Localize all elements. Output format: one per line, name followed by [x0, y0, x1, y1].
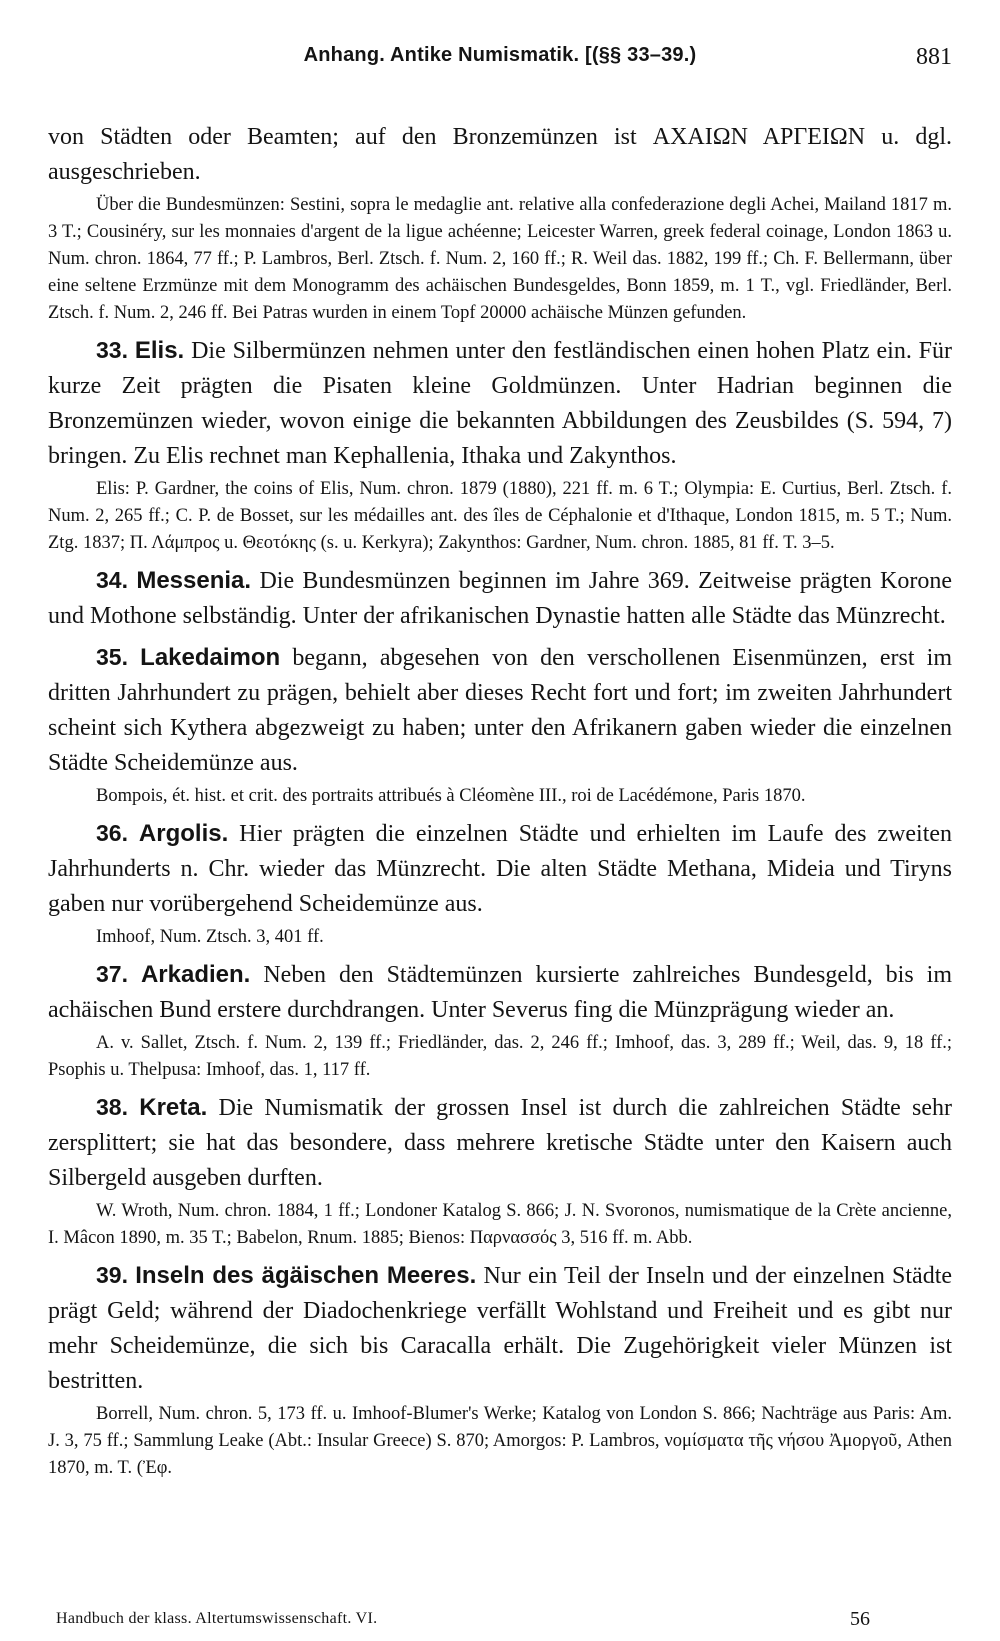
section-title: Lakedaimon: [140, 644, 281, 671]
section-number: 38.: [96, 1094, 128, 1120]
section-number: 33.: [96, 337, 128, 363]
page-number: 881: [916, 44, 952, 70]
section-text: Die Bundesmünzen beginnen im Jahre 369. Zeitweise prägten Korone und Mothone selbständig. Unter der afrikanischen Dynastie hatten alle Städte das Münzrecht.: [48, 568, 953, 629]
section-34: [48, 563, 952, 634]
section-title: Arkadien.: [140, 961, 251, 988]
section-38: [48, 1090, 952, 1196]
section-number: 37.: [96, 961, 128, 987]
section-title: Messenia.: [136, 567, 252, 594]
reference-note: W. Wroth, Num. chron. 1884, 1 ff.; Londoner Katalog S. 866; J. N. Svoronos, numismatique de la Crète ancienne, I. Mâcon 1890, m. 35 T.; Babelon, Rnum. 1885; Bienos: Παρνασσός 3, 516 ff. m. Abb.: [48, 1201, 952, 1248]
running-title: Anhang. Antike Numismatik. [(§§ 33–39.): [303, 44, 697, 66]
section-number: 34.: [96, 567, 128, 593]
section-text: Die Silbermünzen nehmen unter den festländischen einen hohen Platz ein. Für kurze Zeit prägten die Pisaten kleine Goldmünzen. Unter Hadrian beginnen die Bronzemünzen wieder, wovon einige die bekannten Abbildungen des Zeusbildes (S. 594, 7) bringen. Zu Elis rechnet man Kephallenia, Ithaka und Zakynthos.: [48, 338, 953, 469]
section-text: Nur ein Teil der Inseln und der einzelnen Städte prägt Geld; während der Diadochenkriege verfällt Wohlstand und Freiheit und es gibt nur mehr Scheidemünze, die sich bis Caracalla erhält. Die Zugehörigkeit vieler Münzen ist bestritten.: [48, 1263, 953, 1394]
reference-note: Imhoof, Num. Ztsch. 3, 401 ff.: [96, 927, 324, 947]
section-title: Argolis.: [138, 820, 229, 847]
section-text: Neben den Städtemünzen kursierte zahlreiches Bundesgeld, bis im achäischen Bund erstere durchdrangen. Unter Severus fing die Münzprägung wieder an.: [48, 962, 953, 1023]
section-title: Elis.: [134, 337, 185, 364]
section-33: [48, 333, 952, 474]
reference-note: Bompois, ét. hist. et crit. des portraits attribués à Cléomène III., roi de Lacédémone, Paris 1870.: [96, 786, 806, 806]
section-title: Inseln des ägäischen Meeres.: [135, 1262, 477, 1289]
reference-note: Über die Bundesmünzen: Sestini, sopra le medaglie ant. relative alla confederazione degli Achei, Mailand 1817 m. 3 T.; Cousinéry, sur les monnaies d'argent de la ligue achéenne; Leicester Warren, greek federal coinage, London 1863 u. Num. chron. 1864, 77 ff.; P. Lambros, Berl. Ztsch. f. Num. 2, 160 ff.; R. Weil das. 1882, 199 ff.; Ch. F. Bellermann, über eine seltene Erzmünze mit dem Monogramm des achäischen Bundesgeldes, Bonn 1859, m. 1 T., vgl. Friedländer, Berl. Ztsch. f. Num. 2, 246 ff. Bei Patras wurden in einem Topf 20000 achäische Münzen gefunden.: [48, 195, 952, 323]
reference-note: Borrell, Num. chron. 5, 173 ff. u. Imhoof-Blumer's Werke; Katalog von London S. 866; Nachträge aus Paris: Am. J. 3, 75 ff.; Sammlung Leake (Abt.: Insular Greece) S. 870; Amorgos: P. Lambros, νομίσματα τῆς νήσου Ἀμοργοῦ, Athen 1870, m. T. (Ἐφ.: [48, 1404, 952, 1478]
section-text: Hier prägten die einzelnen Städte und erhielten im Laufe des zweiten Jahrhunderts n. Chr. wieder das Münzrecht. Die alten Städte Methana, Mideia und Tiryns gaben nur vorübergehend Scheidemünze aus.: [48, 821, 953, 917]
section-36: [48, 816, 952, 922]
body-paragraph: von Städten oder Beamten; auf den Bronzemünzen ist ΑΧΑΙΩΝ ΑΡΓΕΙΩΝ u. dgl. ausgeschrieben.: [48, 124, 952, 185]
section-number: 35.: [96, 644, 128, 670]
section-39: [48, 1258, 952, 1399]
section-text: Die Numismatik der grossen Insel ist durch die zahlreichen Städte sehr zersplittert; sie hat das besondere, dass mehrere kretische Städte unter den Kaisern auch Silbergeld ausgeben durften.: [48, 1095, 953, 1191]
footer-signature: Handbuch der klass. Altertumswissenschaft. VI.: [56, 1610, 378, 1627]
section-text: begann, abgesehen von den verschollenen Eisenmünzen, erst im dritten Jahrhundert zu prägen, behielt aber dieses Recht fort und fort; im zweiten Jahrhundert scheint sich Kythera abgezweigt zu haben; unter den Afrikanern gaben wieder die einzelnen Städte Scheidemünze aus.: [48, 645, 953, 776]
running-header: [48, 44, 952, 84]
reference-note: Elis: P. Gardner, the coins of Elis, Num. chron. 1879 (1880), 221 ff. m. 6 T.; Olympia: E. Curtius, Berl. Ztsch. f. Num. 2, 265 ff.; C. P. de Bosset, sur les médailles ant. des îles de Céphalonie et d'Ithaque, London 1815, m. 5 T.; Num. Ztg. 1837; Π. Λάμπρος u. Θεοτόκης (s. u. Kerkyra); Zakynthos: Gardner, Num. chron. 1885, 81 ff. T. 3–5.: [48, 479, 952, 553]
section-37: [48, 957, 952, 1028]
section-35: [48, 640, 952, 781]
section-number: 36.: [96, 820, 128, 846]
section-number: 39.: [96, 1262, 128, 1288]
sheet-number: 56: [850, 1608, 870, 1630]
page-body: [48, 44, 952, 1482]
reference-note: A. v. Sallet, Ztsch. f. Num. 2, 139 ff.; Friedländer, das. 2, 246 ff.; Imhoof, das. 3, 289 ff.; Weil, das. 9, 18 ff.; Psophis u. Thelpusa: Imhoof, das. 1, 117 ff.: [48, 1033, 952, 1080]
page-footer: [56, 1608, 870, 1634]
section-title: Kreta.: [139, 1094, 208, 1121]
